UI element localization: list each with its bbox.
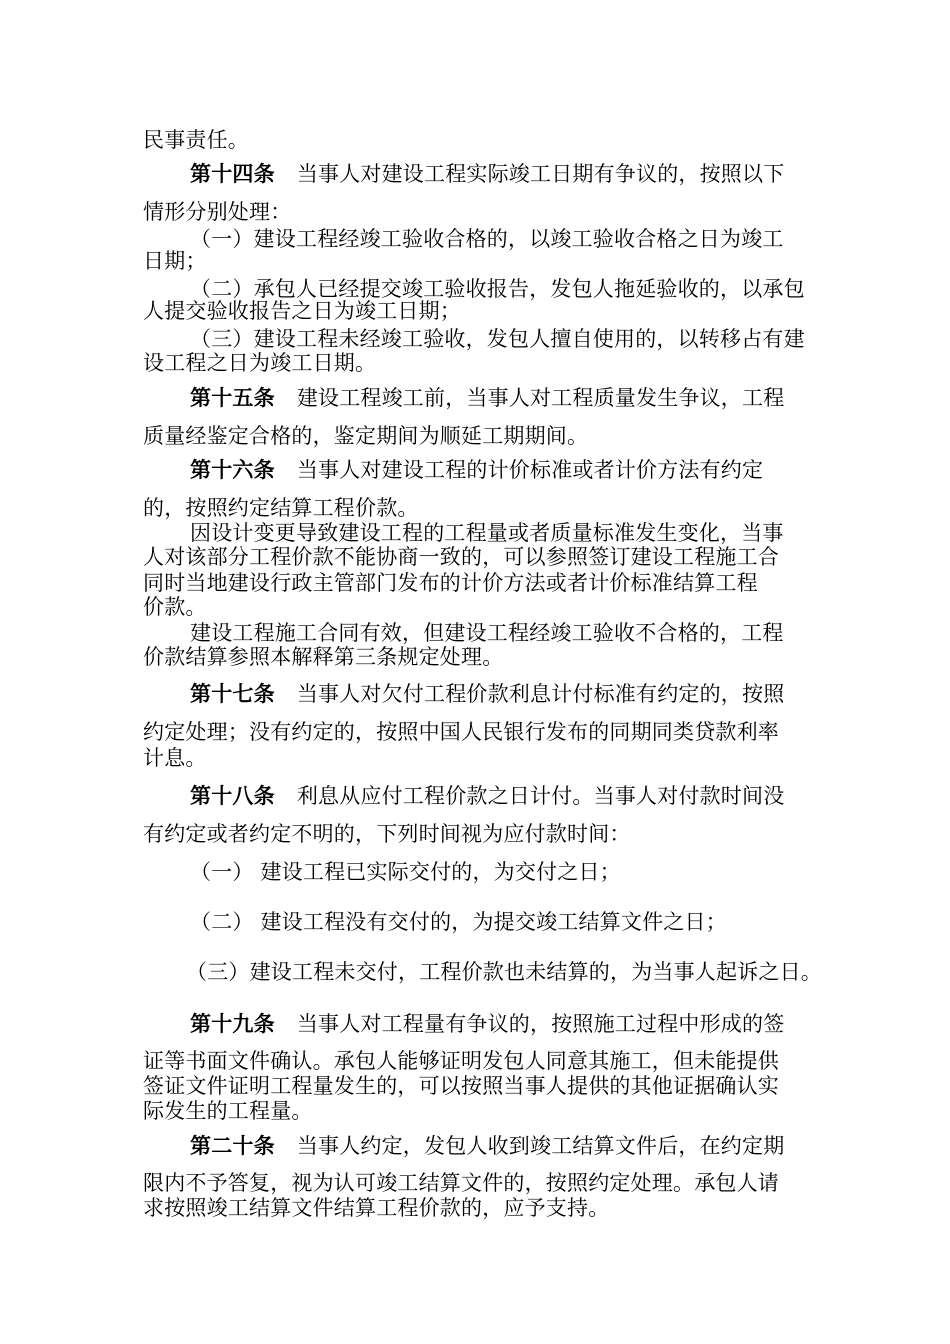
text-line: 有约定或者约定不明的，下列时间视为应付款时间： (143, 822, 631, 846)
text-line: 当事人约定，发包人收到竣工结算文件后，在约定期 (296, 1134, 785, 1158)
paragraph-article-20 (190, 1133, 784, 1159)
text-line: 日期； (143, 249, 207, 273)
text-line: 质量经鉴定合格的，鉴定期间为顺延工期期间。 (143, 424, 589, 448)
paragraph-article-19 (190, 1011, 784, 1037)
paragraph-article-16 (190, 457, 763, 483)
text-line: 当事人对建设工程实际竣工日期有争议的，按照以下 (296, 162, 785, 186)
text-line: 约定处理；没有约定的，按照中国人民银行发布的同期同类贷款利率 (143, 720, 779, 744)
text-line: 证等书面文件确认。承包人能够证明发包人同意其施工，但未能提供 (143, 1049, 779, 1073)
text-line: （二）承包人已经提交竣工验收报告，发包人拖延验收的，以承包 (190, 277, 805, 301)
text-line: 建设工程竣工前，当事人对工程质量发生争议，工程 (296, 386, 785, 410)
article-heading: 第十六条 (190, 458, 275, 482)
text-line: 求按照竣工结算文件结算工程价款的，应予支持。 (143, 1196, 610, 1220)
text-line: 人提交验收报告之日为竣工日期； (143, 299, 461, 323)
text-line: 民事责任。 (143, 128, 249, 152)
text-line: 价款结算参照本解释第三条规定处理。 (143, 645, 504, 669)
paragraph-article-14 (190, 161, 784, 187)
text-line: （一） 建设工程已实际交付的，为交付之日； (190, 860, 621, 884)
text-line: 建设工程施工合同有效，但建设工程经竣工验收不合格的，工程 (190, 621, 784, 645)
article-heading: 第十五条 (190, 386, 275, 410)
text-line: 当事人对建设工程的计价标准或者计价方法有约定 (296, 458, 764, 482)
text-line: 情形分别处理： (143, 200, 292, 224)
text-line: 限内不予答复，视为认可竣工结算文件的，按照约定处理。承包人请 (143, 1171, 779, 1195)
paragraph-article-18 (190, 783, 784, 809)
text-line: （二） 建设工程没有交付的，为提交竣工结算文件之日； (190, 910, 727, 934)
article-heading: 第十九条 (190, 1012, 275, 1036)
paragraph-article-15 (190, 385, 784, 411)
text-line: 设工程之日为竣工日期。 (143, 351, 377, 375)
text-line: 价款。 (143, 595, 207, 619)
article-heading: 第二十条 (190, 1134, 275, 1158)
text-line: 当事人对工程量有争议的，按照施工过程中形成的签 (296, 1012, 785, 1036)
paragraph-article-17 (190, 681, 784, 707)
text-line: （三）建设工程未交付，工程价款也未结算的，为当事人起诉之日。 (186, 960, 822, 984)
text-line: 际发生的工程量。 (143, 1099, 313, 1123)
article-heading: 第十四条 (190, 162, 275, 186)
text-line: 当事人对欠付工程价款利息计付标准有约定的，按照 (296, 682, 785, 706)
article-heading: 第十七条 (190, 682, 275, 706)
text-line: 利息从应付工程价款之日计付。当事人对付款时间没 (296, 784, 785, 808)
text-line: 的，按照约定结算工程价款。 (143, 496, 419, 520)
text-line: 人对该部分工程价款不能协商一致的，可以参照签订建设工程施工合 (143, 545, 779, 569)
text-line: （三）建设工程未经竣工验收，发包人擅自使用的，以转移占有建 (190, 327, 805, 351)
text-line: 计息。 (143, 746, 207, 770)
text-line: （一）建设工程经竣工验收合格的，以竣工验收合格之日为竣工 (190, 227, 784, 251)
text-line: 签证文件证明工程量发生的，可以按照当事人提供的其他证据确认实 (143, 1074, 779, 1098)
article-heading: 第十八条 (190, 784, 275, 808)
text-line: 同时当地建设行政主管部门发布的计价方法或者计价标准结算工程 (143, 571, 758, 595)
text-line: 因设计变更导致建设工程的工程量或者质量标准发生变化，当事 (190, 521, 784, 545)
